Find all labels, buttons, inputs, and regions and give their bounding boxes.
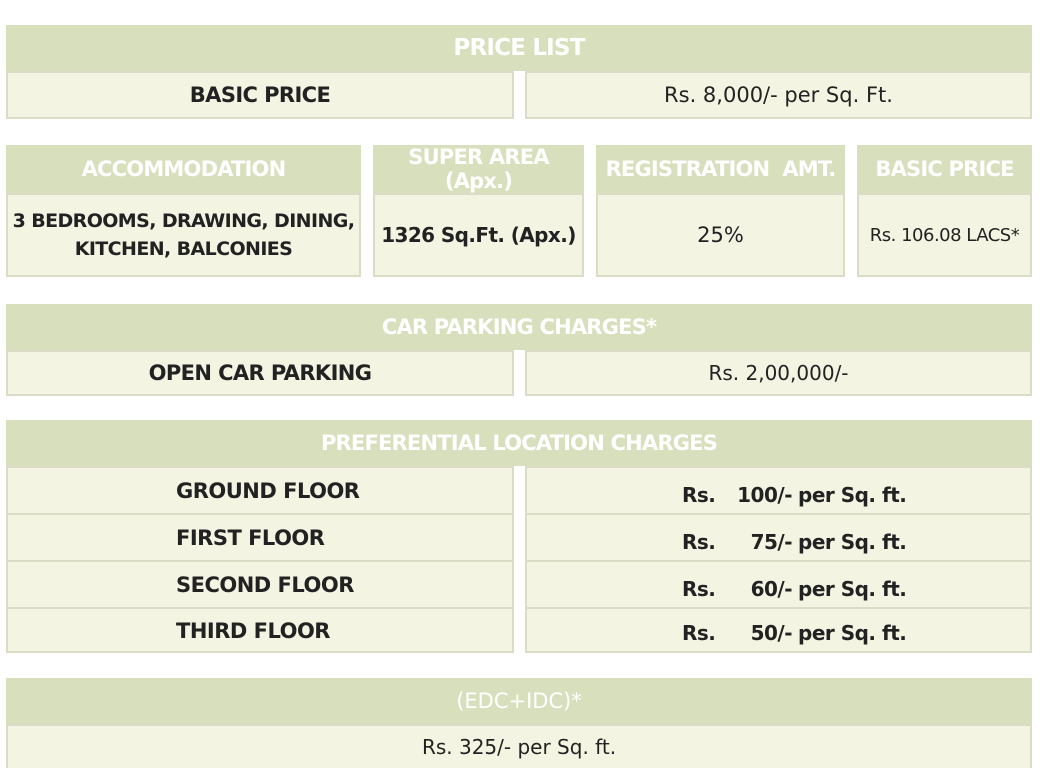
super-area-cell	[373, 193, 584, 277]
plc-rate-ground	[682, 472, 906, 517]
edc-idc-title: (EDC+IDC)*	[456, 689, 582, 713]
plc-unit: per Sq. ft.	[798, 529, 907, 554]
car-parking-value-cell	[525, 350, 1032, 396]
basic-price-value-cell	[525, 71, 1032, 119]
car-parking-title: CAR PARKING CHARGES*	[381, 315, 657, 339]
registration-cell	[596, 193, 845, 277]
basic-price-header-label: BASIC PRICE	[875, 157, 1014, 181]
plc-rate-column	[525, 466, 1032, 653]
plc-rate-third	[682, 611, 906, 655]
price-list-title: PRICE LIST	[453, 35, 585, 61]
super-area-header-label: SUPER AREA (Apx.)	[408, 145, 549, 193]
accommodation-line-2: KITCHEN, BALCONIES	[74, 238, 293, 260]
plc-rate-second	[682, 566, 906, 611]
plc-amount: 100/-	[737, 482, 792, 507]
plc-floor-second: SECOND FLOOR	[176, 572, 354, 597]
plc-amount: 60/-	[750, 576, 792, 601]
plc-rate-first	[682, 519, 906, 564]
car-parking-label: OPEN CAR PARKING	[148, 361, 372, 385]
basic-price-label: BASIC PRICE	[189, 83, 331, 107]
plc-unit: per Sq. ft.	[798, 621, 907, 645]
plc-header	[6, 420, 1032, 466]
plc-floor-first: FIRST FLOOR	[176, 525, 325, 550]
edc-idc-value-cell	[6, 724, 1032, 768]
price-list-header	[6, 25, 1032, 71]
edc-idc-header	[6, 678, 1032, 724]
super-area-header	[373, 145, 584, 193]
car-parking-label-cell	[6, 350, 514, 396]
super-area-value: 1326 Sq.Ft. (Apx.)	[381, 223, 576, 247]
plc-unit: per Sq. ft.	[798, 482, 907, 507]
car-parking-value: Rs. 2,00,000/-	[708, 361, 849, 385]
basic-price-cell	[857, 193, 1032, 277]
accommodation-cell	[6, 193, 361, 277]
plc-floor-ground: GROUND FLOOR	[176, 478, 360, 503]
car-parking-header	[6, 304, 1032, 350]
registration-header-label: REGISTRATION AMT.	[605, 157, 836, 181]
accommodation-line-1: 3 BEDROOMS, DRAWING, DINING,	[12, 210, 355, 232]
rs-label: Rs.	[682, 529, 716, 554]
basic-price-value: Rs. 8,000/- per Sq. Ft.	[664, 83, 893, 107]
plc-floor-column	[6, 466, 514, 653]
plc-amount: 75/-	[750, 529, 792, 554]
plc-unit: per Sq. ft.	[798, 576, 907, 601]
rs-label: Rs.	[682, 576, 716, 601]
rs-label: Rs.	[682, 482, 716, 507]
basic-price-header	[857, 145, 1032, 193]
basic-price-label-cell	[6, 71, 514, 119]
edc-idc-value: Rs. 325/- per Sq. ft.	[421, 735, 617, 759]
plc-title: PREFERENTIAL LOCATION CHARGES	[320, 431, 718, 455]
plc-floor-third: THIRD FLOOR	[176, 619, 330, 643]
registration-value: 25%	[697, 223, 744, 247]
registration-header	[596, 145, 845, 193]
rs-label: Rs.	[682, 621, 716, 645]
basic-price-value-unit: Rs. 106.08 LACS*	[869, 224, 1020, 246]
accommodation-header-label: ACCOMMODATION	[81, 157, 286, 181]
plc-amount: 50/-	[750, 621, 792, 645]
accommodation-header	[6, 145, 361, 193]
